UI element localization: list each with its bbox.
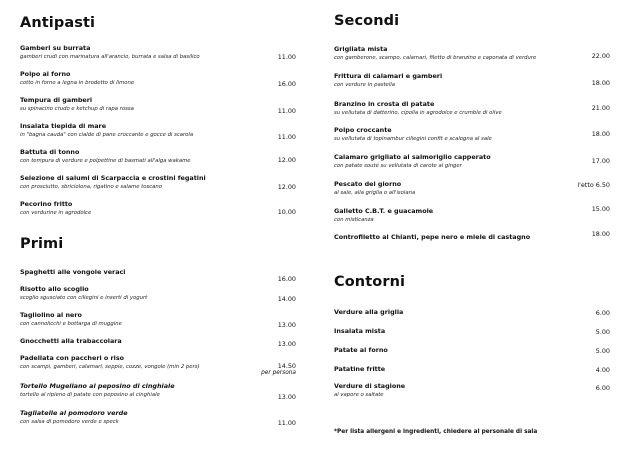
- menu-item: [334, 382, 610, 399]
- section-title-primi: Primi: [20, 236, 64, 252]
- item-name: Controfiletto al Chianti, pepe nero e miele di castagno: [334, 233, 531, 241]
- menu-item: [334, 72, 610, 89]
- menu-item: [334, 207, 610, 224]
- item-name: Pecorino fritto: [20, 200, 73, 208]
- menu-item: [20, 122, 296, 139]
- item-price: 10.00: [277, 208, 296, 216]
- item-price: 13.00: [277, 393, 296, 401]
- item-description: con scampi, gamberi, calamari, seppie, cozze, vongole (min 2 pers): [20, 364, 200, 370]
- item-description: su spinacino crudo e ketchup di rapa rossa: [20, 106, 134, 112]
- menu-item: [20, 409, 296, 426]
- item-description: al vapore o saltate: [334, 392, 384, 398]
- item-name: Pescato del giorno: [334, 180, 402, 188]
- item-name: Spaghetti alle vongole veraci: [20, 268, 126, 276]
- item-price: 11.00: [277, 133, 296, 141]
- menu-item: [334, 346, 610, 355]
- menu-item: [20, 174, 296, 191]
- item-name: Padellata con paccheri o riso: [20, 354, 125, 362]
- section-title-secondi: Secondi: [334, 13, 400, 29]
- menu-item: [20, 148, 296, 165]
- item-name: Galletto C.B.T. e guacamole: [334, 207, 434, 215]
- item-price: 18.00: [591, 79, 610, 87]
- menu-item: [334, 153, 610, 170]
- item-description: con prosciutto, sbriciolona, rigatino e salame toscano: [20, 184, 163, 190]
- item-price: 11.00: [277, 419, 296, 427]
- item-name: Calamaro grigliato al salmoriglio capperato: [334, 153, 491, 161]
- item-price: l'etto 6.50: [577, 181, 610, 189]
- item-name: Battuta di tonno: [20, 148, 80, 156]
- menu-item: [334, 45, 610, 62]
- allergen-note: *Per lista allergeni e ingredienti, chiedere al personale di sala: [334, 429, 538, 435]
- menu-item: [20, 382, 296, 399]
- menu-item: [20, 70, 296, 87]
- item-price: 14.00: [277, 295, 296, 303]
- item-description: cotto in forno a legna in brodetto di limone: [20, 80, 135, 86]
- item-price: 12.00: [277, 183, 296, 191]
- item-price: 13.00: [277, 340, 296, 348]
- item-price: 6.00: [595, 309, 610, 317]
- menu-item: [20, 354, 296, 376]
- section-title-antipasti: Antipasti: [20, 15, 96, 31]
- item-name: Tortello Mugellano al peposino di cinghiale: [20, 382, 175, 390]
- item-price: 12.00: [277, 156, 296, 164]
- menu-item: [334, 327, 610, 336]
- item-name: Tempura di gamberi: [20, 96, 93, 104]
- item-description: con salsa di pomodoro verde e speck: [20, 419, 119, 425]
- item-price: 18.00: [591, 130, 610, 138]
- menu-item: [20, 200, 296, 217]
- price-unit: per persona: [261, 370, 296, 376]
- item-price: 15.00: [591, 205, 610, 213]
- item-price: 4.00: [595, 366, 610, 374]
- item-description: con misticanza: [334, 217, 374, 223]
- menu-item: [20, 44, 296, 61]
- menu-item: [20, 285, 296, 302]
- section-title-contorni: Contorni: [334, 274, 406, 290]
- item-name: Polpo croccante: [334, 126, 392, 134]
- menu-item: [20, 311, 296, 328]
- item-name: Patatine fritte: [334, 365, 386, 373]
- item-price: 22.00: [591, 52, 610, 60]
- item-name: Verdure di stagione: [334, 382, 406, 390]
- item-price: 11.00: [277, 107, 296, 115]
- item-description: con gamberone, scampo, calamari, filetto di branzino e caponata di verdure: [334, 55, 537, 61]
- item-name: Grigliata mista: [334, 45, 388, 53]
- item-description: con verdurine in agrodolce: [20, 210, 92, 216]
- item-description: con verdure in pastella: [334, 82, 396, 88]
- menu-item: [20, 268, 296, 283]
- item-price: [261, 362, 296, 377]
- item-price: 16.00: [277, 275, 296, 283]
- item-description: gamberi crudi con marinatura all'arancio, burrata e salsa di basilico: [20, 54, 200, 60]
- menu-item: [20, 96, 296, 113]
- item-description: tortello al ripieno di patate con peposino al cinghiale: [20, 392, 160, 398]
- item-name: Selezione di salumi di Scarpaccia e crostini fegatini: [20, 174, 206, 182]
- menu-item: [334, 230, 610, 242]
- price-value: 14.50: [277, 362, 296, 370]
- item-description: con cannolicchi e bottarga di muggine: [20, 321, 122, 327]
- menu-item: [334, 180, 610, 197]
- item-name: Polpo al forno: [20, 70, 71, 78]
- menu-item: [334, 365, 610, 374]
- item-price: 6.00: [595, 384, 610, 392]
- item-name: Insalata mista: [334, 327, 386, 335]
- item-price: 17.00: [591, 157, 610, 165]
- item-name: Verdure alla griglia: [334, 308, 404, 316]
- item-name: Patate al forno: [334, 346, 388, 354]
- item-description: su vellutata di topinambur ciliegini confit e scalogna al sale: [334, 136, 492, 142]
- menu-item: [334, 126, 610, 143]
- item-description: in "bagna cauda" con cialde di pane croccante e gocce di scarola: [20, 132, 194, 138]
- item-name: Risotto allo scoglio: [20, 285, 89, 293]
- item-name: Tagliolino al nero: [20, 311, 82, 319]
- item-name: Tagliatelle al pomodoro verde: [20, 409, 128, 417]
- item-name: Gnocchetti alla trabaccolara: [20, 337, 122, 345]
- item-price: 11.00: [277, 53, 296, 61]
- menu-item: [334, 100, 610, 117]
- item-description: al sale, alla griglia o all'isolana: [334, 190, 416, 196]
- item-name: Branzino in crosta di patate: [334, 100, 435, 108]
- item-price: 21.00: [591, 104, 610, 112]
- item-price: 5.00: [595, 328, 610, 336]
- item-name: Gamberi su burrata: [20, 44, 91, 52]
- menu-item: [20, 337, 296, 346]
- item-price: 13.00: [277, 321, 296, 329]
- menu-item: [334, 308, 610, 317]
- item-price: 5.00: [595, 347, 610, 355]
- item-description: scoglio sgusciato con ciliegini e inserti di yogurt: [20, 295, 148, 301]
- item-description: su vellutata di datterino, cipolla in agrodolce e crumble di olive: [334, 110, 502, 116]
- item-price: 18.00: [591, 230, 610, 238]
- item-price: 16.00: [277, 80, 296, 88]
- item-name: Insalata tiepida di mare: [20, 122, 107, 130]
- item-description: con tempura di verdure e polpettine di basmati all'alga wakame: [20, 158, 191, 164]
- item-name: Frittura di calamari e gamberi: [334, 72, 443, 80]
- item-description: con patate souté su vellutata di carote al ginger: [334, 163, 462, 169]
